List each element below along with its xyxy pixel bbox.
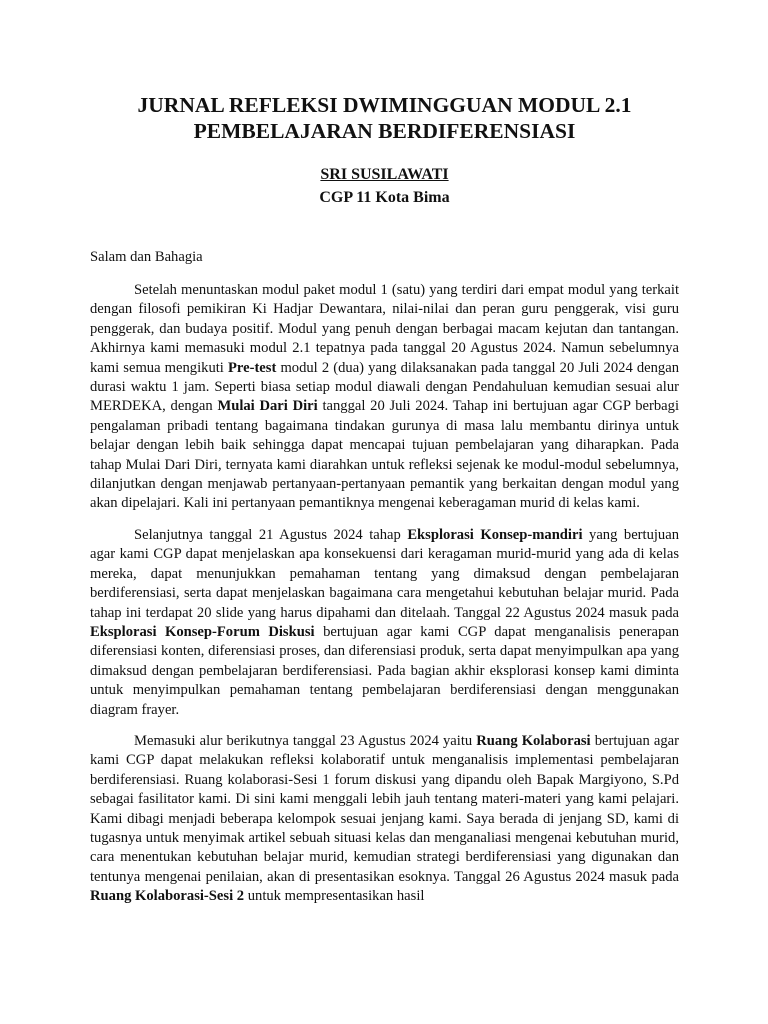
paragraph-2-bold-2: Eksplorasi Konsep-Forum Diskusi bbox=[90, 623, 315, 640]
paragraph-3-bold-1: Ruang Kolaborasi bbox=[476, 732, 591, 749]
paragraph-2-text-a: Selanjutnya tanggal 21 Agustus 2024 tahap bbox=[134, 526, 408, 543]
paragraph-2-text-d: bertujuan agar kami CGP dapat menganalisis penerapan diferensiasi konten, diferensiasi proses, dan diferensiasi produk, serta dapat menyimpulkan apa yang dimaksud dengan pembelajaran berdiferensiasi. Pada bagian akhir eksplorasi konsep kami diminta untuk menyimpulkan pemahaman tentang pembelajaran berdiferensiasi dengan menggunakan diagram frayer. bbox=[90, 623, 680, 718]
paragraph-2-text-c: yang bertujuan agar kami CGP dapat menjelaskan apa konsekuensi dari keragaman murid-murid yang ada di kelas mereka, dapat menunjukkan pemahaman tentang yang dimaksud dengan pembelajaran berdiferensiasi, serta dapat menjelaskan bagaimana cara mengetahui kebutuhan belajar murid. Pada tahap ini terdapat 20 slide yang harus dipahami dan ditelaah. Tanggal 22 Agustus 2024 masuk pada bbox=[90, 526, 680, 621]
paragraph-3-text-d: untuk mempresentasikan hasil bbox=[244, 888, 425, 905]
paragraph-1-text-d: tanggal 20 Juli 2024. Tahap ini bertujuan agar CGP berbagi pengalaman pribadi tentang bagaimana tindakan gurunya di masa lalu membantu dirinya untuk belajar dengan lebih baik sehingga dapat mencapai tujuan pembelajaran yang diharapkan. Pada tahap Mulai Dari Diri, ternyata kami diarahkan untuk refleksi sejenak ke modul-modul sebelumnya, dilanjutkan dengan menjawab pertanyaan-pertanyaan pemantik yang berkaitan dengan modul yang akan dipelajari. Kali ini pertanyaan pemantiknya mengenai keberagaman murid di kelas kami. bbox=[90, 398, 680, 512]
paragraph-3-text-c: bertujuan agar kami CGP dapat melakukan refleksi kolaboratif untuk menganalisis implementasi pembelajaran berdiferensiasi. Ruang kolaborasi-Sesi 1 forum diskusi yang dipandu oleh Bapak Margiyono, S.Pd sebagai fasilitator kami. Di sini kami menggali lebih jauh tentang materi-materi yang kami pelajari. Kami dibagi menjadi beberapa kelompok sesuai jenjang kami. Saya berada di jenjang SD, kami di tugasnya untuk menyimak artikel sebuah situasi kelas dan menganaliasi mengenai kebutuhan murid, cara menentukan kebutuhan belajar murid, kemudian strategi berdiferensiasi yang digunakan dan tentunya mengenai penilaian, akan di presentasikan esoknya. Tanggal 26 Agustus 2024 masuk pada bbox=[90, 732, 679, 885]
paragraph-1 bbox=[90, 281, 679, 514]
author-name: SRI SUSILAWATI bbox=[320, 166, 449, 183]
greeting: Salam dan Bahagia bbox=[90, 249, 203, 265]
title-line-2: PEMBELAJARAN BERDIFERENSIASI bbox=[193, 119, 576, 143]
paragraph-3-text-a: Memasuki alur berikutnya tanggal 23 Agustus 2024 yaitu bbox=[134, 732, 477, 749]
paragraph-1-text-c: modul 2 (dua) yang dilaksanakan pada tanggal 20 Juli 2024 dengan durasi waktu 1 jam. Seperti biasa setiap modul diawali dengan Pendahuluan kemudian sesuai alur MERDEKA, dengan bbox=[90, 359, 679, 415]
author-block bbox=[90, 163, 679, 209]
paragraph-1-bold-1: Pre-test bbox=[227, 359, 277, 376]
paragraph-1-text-a: Setelah menuntaskan modul paket modul 1 (satu) yang terdiri dari empat modul yang terkait dengan filosofi pemikiran Ki Hadjar Dewantara, nilai-nilai dan peran guru penggerak, visi guru penggerak, dan budaya positif. Modul yang penuh dengan berbagai macam kejutan dan tantangan. Akhirnya kami memasuki modul 2.1 tepatnya pada tanggal 20 Agustus 2024. Namun sebelumnya kami semua mengikuti bbox=[90, 282, 679, 376]
author-affiliation: CGP 11 Kota Bima bbox=[319, 189, 450, 206]
document-title bbox=[90, 92, 679, 144]
paragraph-1-bold-2: Mulai Dari Diri bbox=[217, 398, 318, 415]
paragraph-2 bbox=[90, 526, 679, 720]
paragraph-3-bold-2: Ruang Kolaborasi-Sesi 2 bbox=[90, 888, 245, 905]
paragraph-3 bbox=[90, 732, 679, 907]
paragraph-2-bold-1: Eksplorasi Konsep-mandiri bbox=[407, 526, 583, 543]
title-line-1: JURNAL REFLEKSI DWIMINGGUAN MODUL 2.1 bbox=[137, 93, 632, 117]
